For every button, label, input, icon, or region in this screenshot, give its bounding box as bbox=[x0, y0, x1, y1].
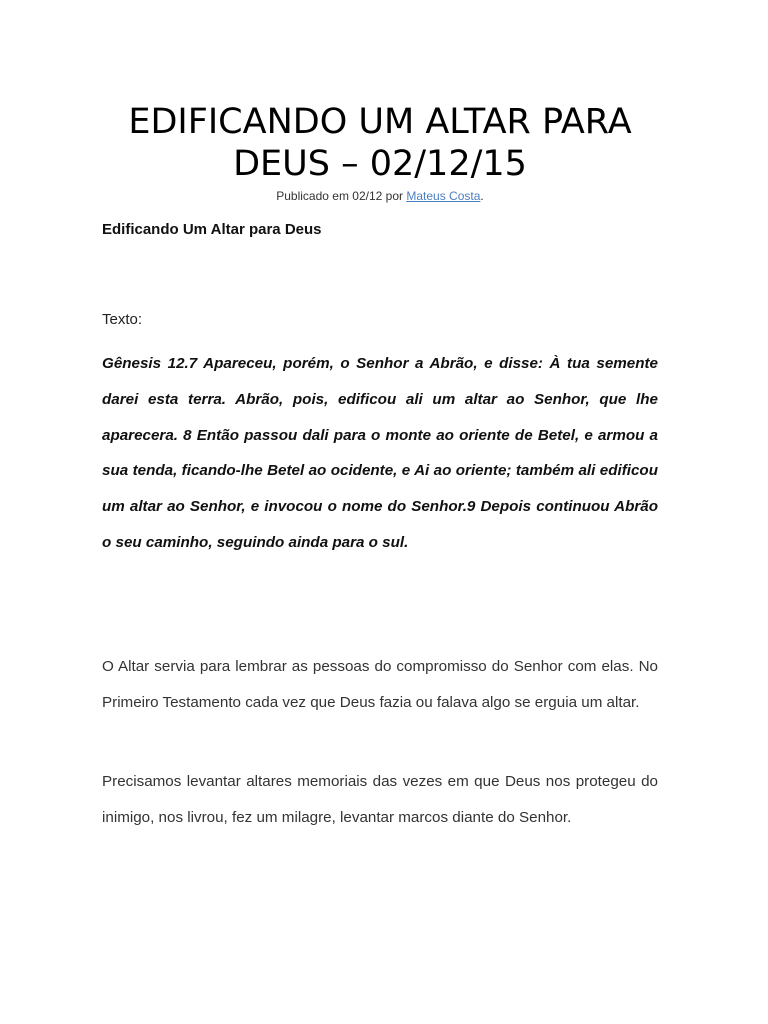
article-subtitle: Edificando Um Altar para Deus bbox=[102, 221, 322, 238]
author-link[interactable]: Mateus Costa bbox=[406, 189, 481, 203]
meta-suffix: . bbox=[480, 189, 484, 203]
post-meta bbox=[102, 188, 658, 204]
page-title: EDIFICANDO UM ALTAR PARA DEUS – 02/12/15 bbox=[128, 102, 632, 184]
body-paragraph-2: Precisamos levantar altares memoriais das vezes em que Deus nos protegeu do inimigo, nos livrou, fez um milagre, levantar marcos diante do Senhor. bbox=[102, 773, 658, 826]
body-paragraph-1: O Altar servia para lembrar as pessoas do compromisso do Senhor com elas. No Primeiro Testamento cada vez que Deus fazia ou falava algo se erguia um altar. bbox=[102, 658, 658, 711]
meta-prefix: Publicado em 02/12 por bbox=[276, 189, 407, 203]
scripture-passage: Gênesis 12.7 Apareceu, porém, o Senhor a Abrão, e disse: À tua semente darei esta terra. Abrão, pois, edificou ali um altar ao Senhor, que lhe aparecera. 8 Então passou dali para o monte ao oriente de Betel, e armou a sua tenda, ficando-lhe Betel ao ocidente, e Ai ao oriente; também ali edificou um altar ao Senhor, e invocou o nome do Senhor.9 Depois continuou Abrão o seu caminho, seguindo ainda para o sul. bbox=[102, 355, 658, 551]
text-label: Texto: bbox=[102, 311, 143, 328]
